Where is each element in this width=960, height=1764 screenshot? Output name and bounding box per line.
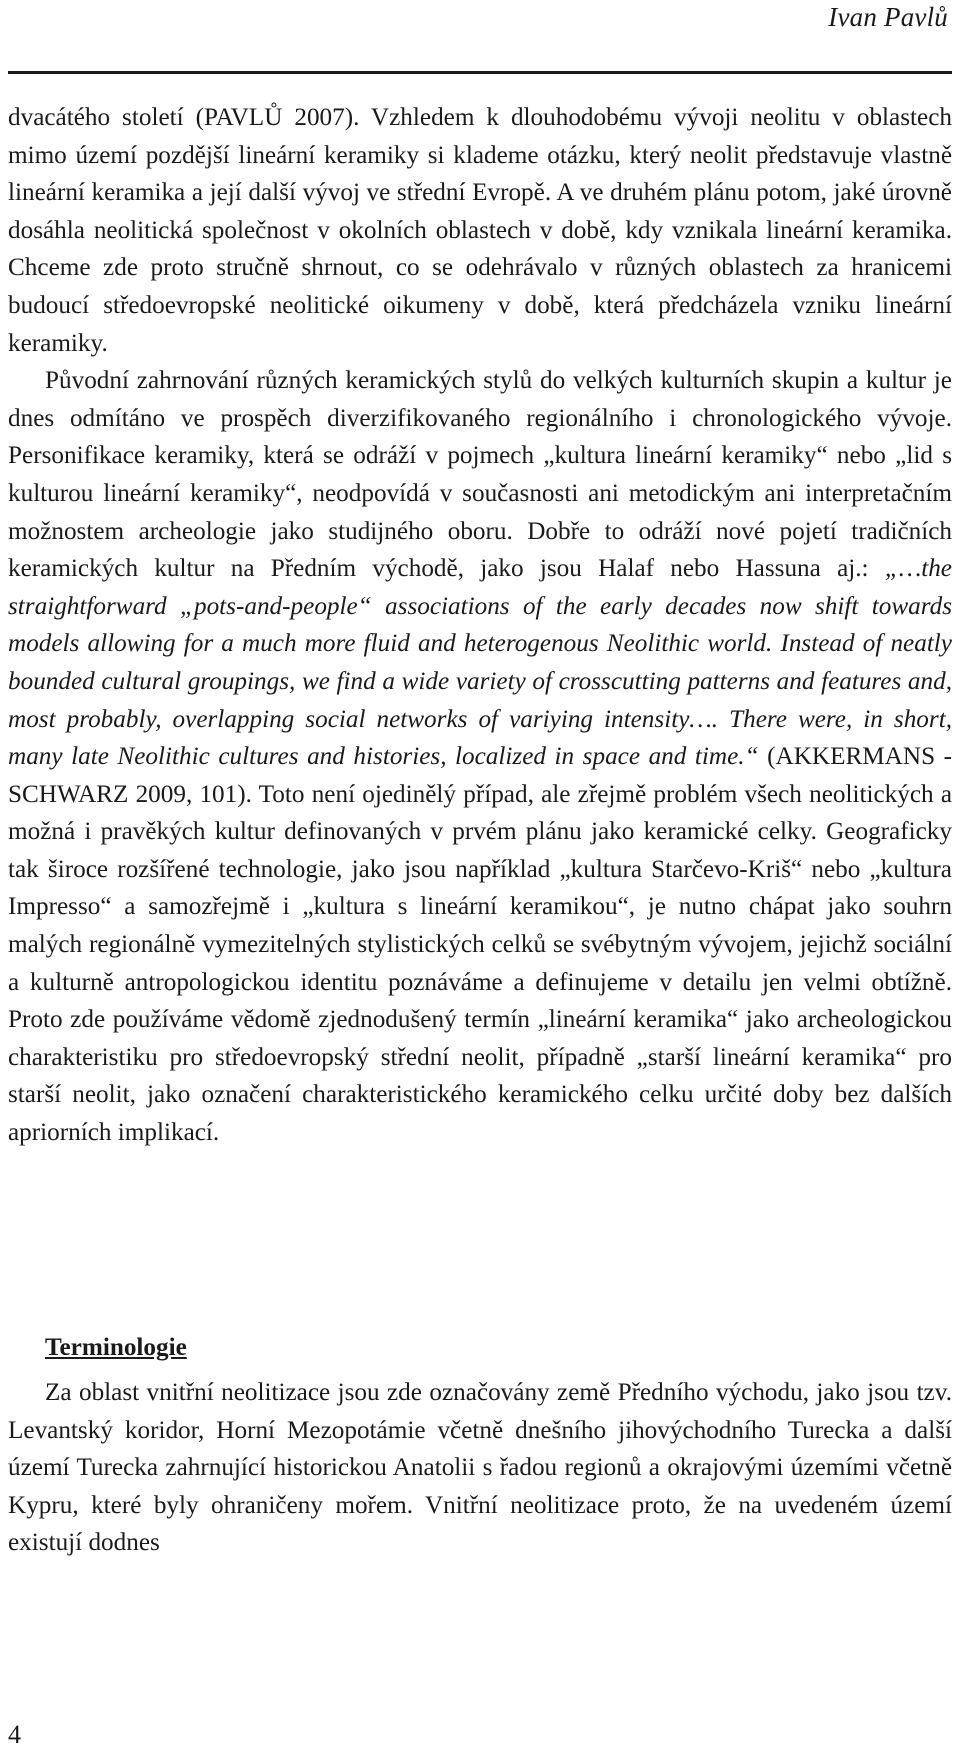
paragraph-2-tail: (AKKERMANS - SCHWARZ 2009, 101). Toto není ojedinělý případ, ale zřejmě problém všech neolitických a možná i pravěkých kultur definovaných v prvém plánu jako keramické celky. Geograficky tak široce rozšířené technologie, jako jsou například „kultura Starčevo-Kriš“ nebo „kultura Impresso“ a samozřejmě i „kultura s lineární keramikou“, je nutno chápat jako souhrn malých regionálně vymezitelných stylistických celků se svébytným vývojem, jejichž sociální a kulturně antropologickou identitu poznáváme a definujeme v detailu jen velmi obtížně. Proto zde používáme vědomě zjednodušený termín „lineární keramika“ jako archeologickou charakteristiku pro středoevropský střední neolit, případně „starší lineární keramika“ pro starší neolit, jako označení charakteristického keramického celku určité doby bez dalších apriorních implikací. [8,743,953,1147]
block-quotation: „…the straightforward „pots-and-people“ associations of the early decades now shift towards models allowing for a much more fluid and heterogenous Neolithic world. Instead of neatly bounded cultural groupings, we find a wide variety of crosscutting patterns and features and, most probably, overlapping social networks of variying intensity…. There were, in short, many late Neolithic cultures and histories, localized in space and time.“ [8,555,952,771]
paragraph-2 [8,362,952,1151]
paragraph-3: Za oblast vnitřní neolitizace jsou zde označovány země Předního východu, jako jsou tzv. Levantský koridor, Horní Mezopotámie včetně dnešního jihovýchodního Turecka a další území Turecka zahrnující historickou Anatolii s řadou regionů a okrajovými územími včetně Kypru, které byly ohraničeny mořem. Vnitřní neolitizace proto, že na uvedeném území existují dodnes [8,1379,952,1557]
header-rule [8,71,952,74]
section-heading: Terminologie [45,1334,187,1361]
running-head-author: Ivan Pavlů [828,2,948,32]
body-text-block [8,99,952,1152]
body-text-block-2 [8,1374,952,1562]
page-number: 4 [8,1720,21,1749]
paragraph-2-lead: Původní zahrnování různých keramických stylů do velkých kulturních skupin a kultur je dnes odmítáno ve prospěch diverzifikovaného regionálního i chronologického vývoje. Personifikace keramiky, která se odráží v pojmech „kultura lineární keramiky“ nebo „lid s kulturou lineární keramiky“, neodpovídá v současnosti ani metodickým ani interpretačním možnostem archeologie jako studijného oboru. Dobře to odráží nové pojetí tradičních keramických kultur na Předním východě, jako jsou Halaf nebo Hassuna aj.: [8,367,952,583]
paragraph-1: dvacátého století (PAVLŮ 2007). Vzhledem k dlouhodobému vývoji neolitu v oblastech mimo území pozdější lineární keramiky si klademe otázku, který neolit představuje vlastně lineární keramika a její další vývoj ve střední Evropě. A ve druhém plánu potom, jaké úrovně dosáhla neolitická společnost v okolních oblastech v době, kdy vznikala lineární keramika. Chceme zde proto stručně shrnout, co se odehrávalo v různých oblastech za hranicemi budoucí středoevropské neolitické oikumeny v době, která předcházela vzniku lineární keramiky. [8,104,952,357]
